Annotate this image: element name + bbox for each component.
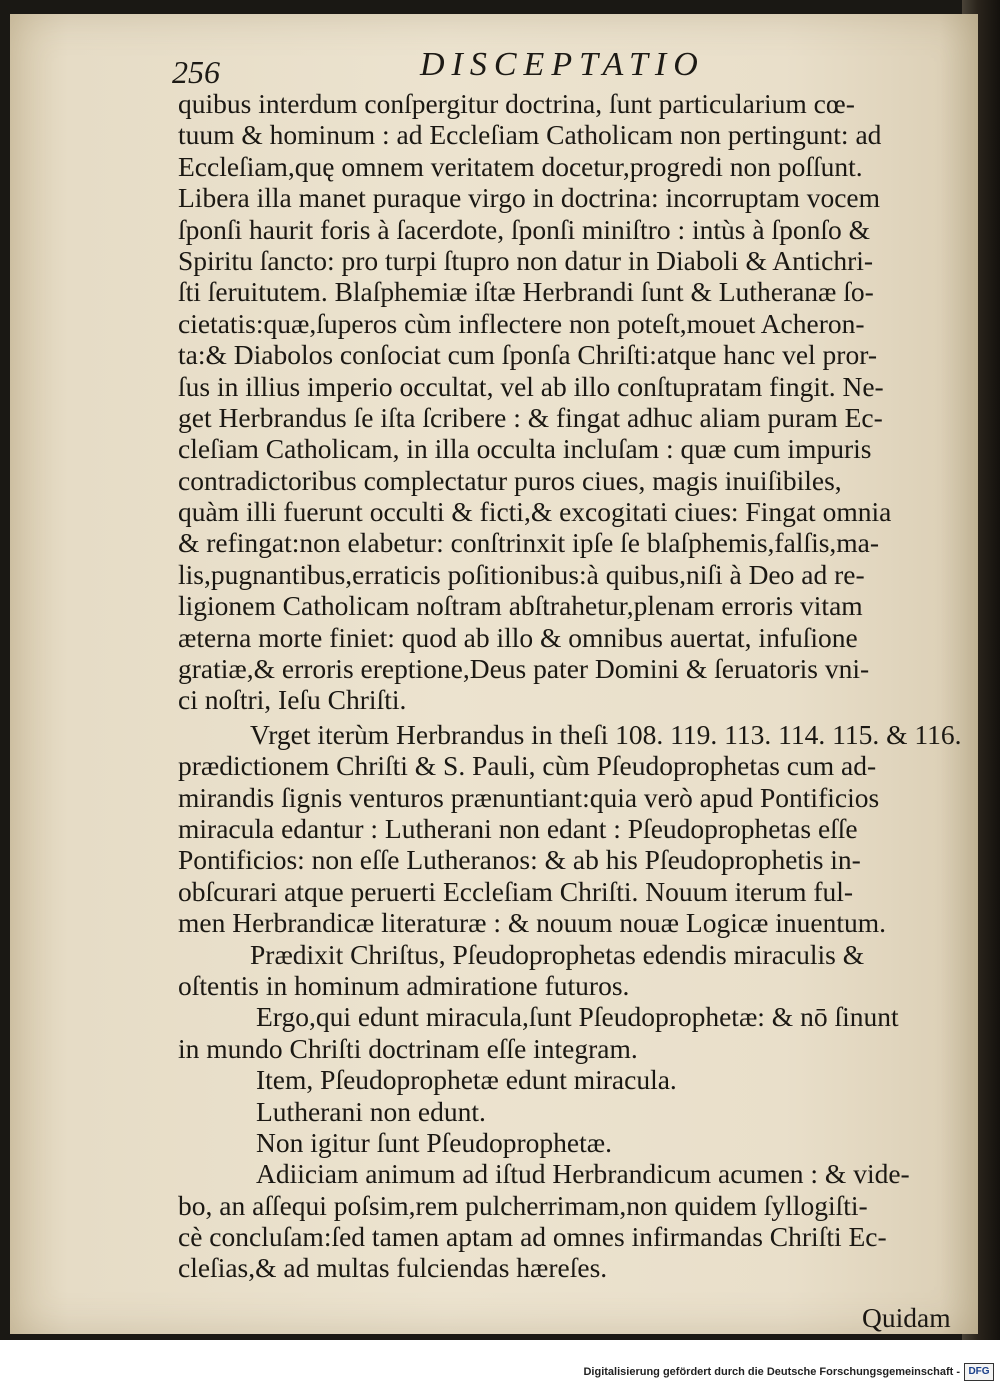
paragraph-start-line: Vrget iterùm Herbrandus in theſi 108. 119. 113. 114. 115. & 116. (250, 718, 962, 750)
text-line: mirandis ſignis venturos prænuntiant:quia verò apud Pontificios (178, 781, 880, 813)
paragraph-start-line: Ergo,qui edunt miracula,ſunt Pſeudoprophetæ: & nō ſinunt (256, 1001, 899, 1033)
text-line: prædictionem Chriſti & S. Pauli, cùm Pſeudoprophetas cum ad- (178, 750, 877, 782)
text-line: ta:& Diabolos conſociat cum ſponſa Chriſti:atque hanc vel pror- (178, 339, 877, 371)
text-line: obſcurari atque peruerti Eccleſiam Chriſti. Nouum iterum ful- (178, 875, 854, 907)
text-line: cietatis:quæ,ſuperos cùm inflectere non poteſt,mouet Acheron- (178, 307, 865, 339)
text-line: men Herbrandicæ literaturæ : & nouum nouæ Logicæ inuentum. (178, 907, 887, 939)
text-line: ci noſtri, Ieſu Chriſti. (178, 684, 407, 716)
text-line: cleſias,& ad multas fulciendas hæreſes. (178, 1252, 608, 1284)
book-page (10, 14, 978, 1334)
syllogism-line: Lutherani non edunt. (256, 1095, 486, 1127)
text-line: Libera illa manet puraque virgo in doctrina: incorruptam vocem (178, 182, 881, 214)
text-line: ſponſi haurit foris à ſacerdote, ſponſi miniſtro : intùs à ſponſo & (178, 213, 870, 245)
digitization-credit: Digitalisierung gefördert durch die Deutsche Forschungsgemeinschaft - (583, 1366, 960, 1378)
text-line: & refingat:non elabetur: conſtrinxit ipſe ſe blaſphemis,falſis,ma- (178, 527, 880, 559)
text-line: ſti ſeruitutem. Blaſphemiæ iſtæ Herbrandi ſunt & Lutheranæ ſo- (178, 276, 874, 308)
text-line: quàm illi fuerunt occulti & ficti,& excogitati ciues: Fingat omnia (178, 496, 892, 528)
text-line: contradictoribus complectatur puros ciues, magis inuiſibiles, (178, 464, 842, 496)
text-line: miracula edantur : Lutherani non edant : Pſeudoprophetas eſſe (178, 812, 858, 844)
text-line: oſtentis in hominum admiratione futuros. (178, 969, 630, 1001)
text-line: ligionem Catholicam noſtram abſtrahetur,plenam erroris vitam (178, 590, 863, 622)
page-header (10, 46, 978, 90)
page-number: 256 (172, 54, 220, 90)
text-line: quibus interdum conſpergitur doctrina, ſunt particularium cœ- (178, 88, 855, 119)
text-line: lis,pugnantibus,erraticis poſitionibus:à quibus,niſi à Deo ad re- (178, 558, 865, 590)
footer-bar (0, 1340, 1000, 1387)
text-line: æterna morte finiet: quod ab illo & omnibus auertat, infuſione (178, 621, 858, 653)
paragraph-start-line: Adiiciam animum ad iſtud Herbrandicum acumen : & vide- (256, 1158, 910, 1190)
text-line: cleſiam Catholicam, in illa occulta incluſam : quæ cum impuris (178, 433, 872, 465)
syllogism-line: Non igitur ſunt Pſeudoprophetæ. (256, 1126, 612, 1158)
text-line: cè concluſam:ſed tamen aptam ad omnes infirmandas Chriſti Ec- (178, 1221, 887, 1253)
text-line: tuum & hominum : ad Eccleſiam Catholicam non pertingunt: ad (178, 119, 882, 151)
text-line: in mundo Chriſti doctrinam eſſe integram. (178, 1032, 638, 1064)
body-text (178, 88, 962, 1284)
text-line: bo, an aſſequi poſsim,rem pulcherrimam,non quidem ſyllogiſti- (178, 1189, 868, 1221)
text-line: Spiritu ſancto: pro turpi ſtupro non datur in Diaboli & Antichri- (178, 244, 874, 276)
syllogism-line: Item, Pſeudoprophetæ edunt miracula. (256, 1064, 677, 1096)
paragraph-start-line: Prædixit Chriſtus, Pſeudoprophetas edendis miraculis & (250, 938, 865, 970)
text-line: Eccleſiam,quę omnem veritatem docetur,progredi non poſſunt. (178, 150, 863, 182)
dfg-logo-icon: DFG (964, 1363, 994, 1381)
catchword: Quidam (862, 1302, 951, 1333)
text-line: get Herbrandus ſe iſta ſcribere : & fingat adhuc aliam puram Ec- (178, 401, 883, 433)
text-line: ſus in illius imperio occultat, vel ab illo conſtupratam fingit. Ne- (178, 370, 884, 402)
text-line: gratiæ,& erroris ereptione,Deus pater Domini & ſeruatoris vni- (178, 653, 870, 685)
text-line: Pontificios: non eſſe Lutheranos: & ab his Pſeudoprophetis in- (178, 844, 861, 876)
running-head: DISCEPTATIO (420, 46, 705, 83)
